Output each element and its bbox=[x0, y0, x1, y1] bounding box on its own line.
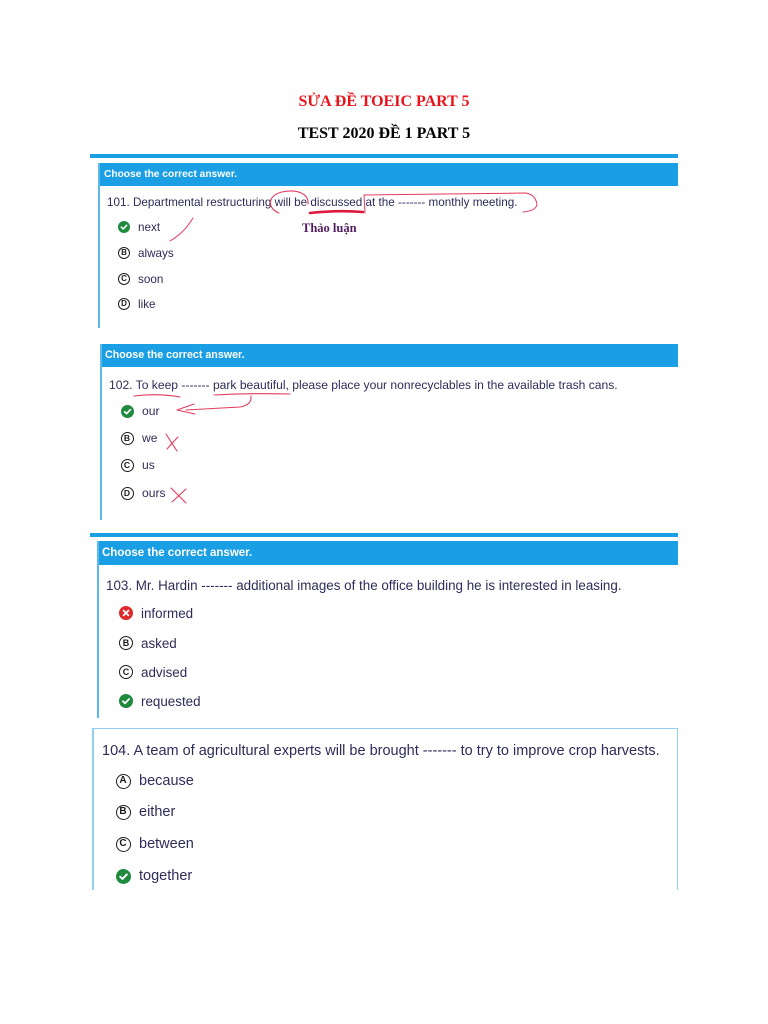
option-label: advised bbox=[141, 664, 188, 680]
card-top-rule bbox=[90, 533, 678, 537]
question-card-104 bbox=[92, 728, 678, 890]
option-letter-c-icon: C bbox=[118, 273, 130, 285]
document-title: SỬA ĐỀ TOEIC PART 5 bbox=[298, 93, 470, 110]
option-label: like bbox=[138, 297, 156, 311]
option-letter-d-icon: D bbox=[121, 487, 134, 500]
option-label: requested bbox=[141, 693, 201, 709]
x-circle-icon bbox=[119, 606, 133, 620]
question-prompt: 104. A team of agricultural experts will be brought ------- to try to improve crop harvests. bbox=[102, 743, 660, 759]
option-letter-c-icon: C bbox=[116, 837, 131, 852]
option-letter-d-icon: D bbox=[118, 298, 130, 310]
question-card-103 bbox=[90, 533, 678, 718]
question-card-102 bbox=[90, 343, 678, 520]
check-circle-icon bbox=[116, 869, 131, 884]
check-circle-icon bbox=[118, 221, 130, 233]
option-label: we bbox=[142, 431, 158, 445]
card-top-border bbox=[92, 728, 678, 729]
option-label: us bbox=[142, 458, 155, 472]
answer-option-b[interactable] bbox=[118, 245, 174, 261]
answer-option-a[interactable] bbox=[116, 772, 194, 790]
card-header: Choose the correct answer. bbox=[100, 344, 678, 367]
option-label: asked bbox=[141, 635, 177, 651]
answer-option-d[interactable] bbox=[121, 485, 166, 501]
option-letter-c-icon: C bbox=[119, 665, 133, 679]
question-prompt: 103. Mr. Hardin ------- additional images of the office building he is interested in leasing. bbox=[106, 578, 622, 593]
question-card-101 bbox=[90, 154, 678, 328]
option-letter-c-icon: C bbox=[121, 459, 134, 472]
answer-option-c[interactable] bbox=[121, 457, 155, 473]
card-right-border bbox=[677, 728, 678, 890]
answer-option-a[interactable] bbox=[121, 403, 160, 419]
handwritten-note: Thảo luận bbox=[302, 221, 357, 235]
answer-option-b[interactable] bbox=[119, 634, 177, 652]
card-header: Choose the correct answer. bbox=[97, 541, 678, 565]
answer-option-a[interactable] bbox=[118, 219, 160, 235]
option-label: ours bbox=[142, 486, 166, 500]
option-label: our bbox=[142, 404, 160, 418]
option-label: informed bbox=[141, 605, 194, 621]
option-label: always bbox=[138, 246, 174, 260]
card-top-rule bbox=[90, 154, 678, 158]
card-left-border bbox=[100, 344, 102, 520]
answer-option-b[interactable] bbox=[121, 430, 158, 446]
answer-option-d[interactable] bbox=[119, 692, 201, 710]
option-letter-b-icon: B bbox=[121, 432, 134, 445]
card-left-border bbox=[98, 163, 100, 328]
option-letter-b-icon: B bbox=[116, 805, 131, 820]
answer-option-d[interactable] bbox=[116, 867, 193, 885]
answer-option-d[interactable] bbox=[118, 296, 156, 312]
option-label: soon bbox=[138, 272, 164, 286]
question-prompt: 102. To keep ------- park beautiful, please place your nonrecyclables in the available trash cans. bbox=[109, 377, 618, 392]
check-circle-icon bbox=[119, 694, 133, 708]
card-header: Choose the correct answer. bbox=[98, 163, 678, 186]
option-letter-b-icon: B bbox=[119, 636, 133, 650]
option-label: between bbox=[139, 836, 194, 852]
option-label: next bbox=[138, 220, 161, 234]
card-left-border bbox=[92, 728, 94, 890]
option-letter-b-icon: B bbox=[118, 247, 130, 259]
answer-option-c[interactable] bbox=[119, 663, 187, 681]
card-left-border bbox=[97, 541, 99, 718]
option-label: together bbox=[139, 868, 193, 884]
check-circle-icon bbox=[121, 405, 134, 418]
answer-option-b[interactable] bbox=[116, 803, 176, 821]
option-letter-a-icon: A bbox=[116, 774, 131, 789]
answer-option-c[interactable] bbox=[116, 835, 194, 853]
answer-option-c[interactable] bbox=[118, 271, 163, 287]
option-label: because bbox=[139, 773, 194, 789]
document-subtitle: TEST 2020 ĐỀ 1 PART 5 bbox=[297, 125, 471, 142]
option-label: either bbox=[139, 804, 176, 820]
answer-option-a[interactable] bbox=[119, 604, 193, 622]
question-prompt: 101. Departmental restructuring will be discussed at the ------- monthly meeting. bbox=[107, 196, 518, 209]
